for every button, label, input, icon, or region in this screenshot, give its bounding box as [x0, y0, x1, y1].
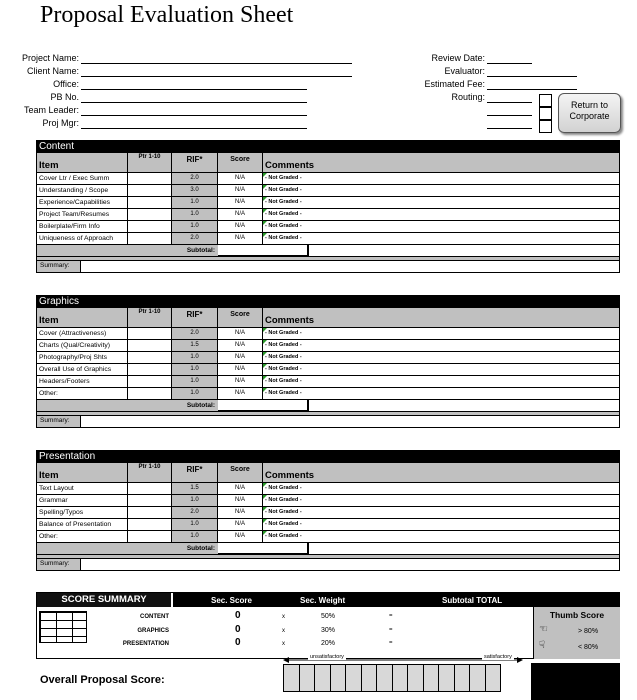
section-title: Content: [37, 141, 619, 153]
meter-segment: [314, 664, 331, 692]
project-name-field[interactable]: [81, 53, 352, 64]
summary-input[interactable]: [81, 416, 619, 427]
ptr-input[interactable]: [128, 531, 172, 542]
row-score: N/A: [218, 519, 263, 530]
thumb-down-threshold: < 80%: [578, 644, 599, 651]
row-rif: 1.0: [172, 352, 218, 363]
table-row: [37, 507, 619, 519]
equals-sign: =: [389, 613, 393, 619]
row-item: Experience/Capabilities: [37, 197, 128, 208]
summary-row-score: 0: [235, 610, 241, 621]
equals-sign: =: [389, 627, 393, 633]
row-item: Boilerplate/Firm Info: [37, 221, 128, 232]
scale-left-label: unsatisfactory: [310, 654, 344, 660]
ptr-input[interactable]: [128, 376, 172, 387]
subtotal-row: [37, 400, 619, 412]
row-item: Project Team/Resumes: [37, 209, 128, 220]
table-row: [37, 495, 619, 507]
comment-input[interactable]: - Not Graded -: [263, 495, 619, 506]
ptr-input[interactable]: [128, 173, 172, 184]
table-row: [37, 352, 619, 364]
row-item: Understanding / Scope: [37, 185, 128, 196]
meter-segment: [345, 664, 362, 692]
row-rif: 3.0: [172, 185, 218, 196]
row-score: N/A: [218, 364, 263, 375]
ptr-input[interactable]: [128, 519, 172, 530]
summary-row-label: GRAPHICS: [137, 628, 169, 634]
table-row: [37, 197, 619, 209]
row-rif: 1.0: [172, 221, 218, 232]
col-header-ptr: Ptr 1-10: [128, 308, 172, 327]
comment-input[interactable]: - Not Graded -: [263, 233, 619, 244]
comment-input[interactable]: - Not Graded -: [263, 352, 619, 363]
table-row: [37, 340, 619, 352]
row-score: N/A: [218, 388, 263, 399]
summary-row-weight: 30%: [321, 627, 336, 634]
thumbs-up-icon: ☜: [539, 624, 548, 635]
comment-input[interactable]: - Not Graded -: [263, 185, 619, 196]
row-rif: 2.0: [172, 233, 218, 244]
row-rif: 1.0: [172, 519, 218, 530]
field-label-team-leader: Team Leader:: [23, 105, 79, 115]
comment-input[interactable]: - Not Graded -: [263, 173, 619, 184]
routing-checkbox-1[interactable]: [539, 94, 552, 107]
comment-input[interactable]: - Not Graded -: [263, 221, 619, 232]
subtotal-value: [218, 400, 309, 412]
col-header-item: Item: [37, 463, 128, 482]
sec-score-header: Sec. Score: [211, 596, 252, 605]
col-header-comments: Comments: [265, 470, 315, 481]
field-label-routing: Routing:: [451, 92, 485, 102]
client-name-field[interactable]: [81, 66, 352, 77]
ptr-input[interactable]: [128, 364, 172, 375]
row-rif: 1.0: [172, 376, 218, 387]
row-rif: 2.0: [172, 328, 218, 339]
row-item: Balance of Presentation: [37, 519, 128, 530]
estimated-fee-field[interactable]: [487, 79, 577, 90]
ptr-input[interactable]: [128, 328, 172, 339]
subtotal-row: [37, 245, 619, 257]
ptr-input[interactable]: [128, 233, 172, 244]
meter-segment: [438, 664, 455, 692]
summary-row-score: 0: [235, 637, 241, 648]
row-rif: 1.0: [172, 388, 218, 399]
meter-segment: [299, 664, 316, 692]
scale-right-label: satisfactory: [484, 654, 512, 660]
table-row: [37, 519, 619, 531]
summary-row-weight: 50%: [321, 613, 336, 620]
equals-sign: =: [389, 640, 393, 646]
pb-no-field[interactable]: [81, 92, 307, 103]
col-header-comments: Comments: [265, 160, 315, 171]
table-row: [37, 328, 619, 340]
table-row: [37, 376, 619, 388]
section-title: Graphics: [37, 296, 619, 308]
table-row: [37, 209, 619, 221]
col-header-item: Item: [37, 153, 128, 172]
subtotal-row: [37, 543, 619, 555]
field-label-pb-no: PB No.: [50, 92, 79, 102]
summary-row-label: PRESENTATION: [122, 641, 169, 647]
row-item: Cover Ltr / Exec Summ: [37, 173, 128, 184]
summary-label: Summary:: [37, 559, 81, 570]
office-field[interactable]: [81, 79, 307, 90]
overall-score-label: Overall Proposal Score:: [40, 674, 165, 686]
table-row: [37, 185, 619, 197]
presentation-section: [36, 450, 620, 571]
score-summary-title: SCORE SUMMARY: [37, 593, 173, 607]
field-label-client-name: Client Name:: [26, 66, 79, 76]
row-rif: 2.0: [172, 507, 218, 518]
subtotal-label: Subtotal:: [186, 247, 215, 254]
col-header-ptr: Ptr 1-10: [128, 463, 172, 482]
comment-input[interactable]: - Not Graded -: [263, 531, 619, 542]
col-header-rif: RIF*: [172, 153, 218, 172]
meter-segment: [407, 664, 424, 692]
row-item: Uniqueness of Approach: [37, 233, 128, 244]
row-rif: 1.0: [172, 364, 218, 375]
table-row: [37, 531, 619, 543]
row-item: Headers/Footers: [37, 376, 128, 387]
meter-segment: [361, 664, 378, 692]
summary-label: Summary:: [37, 416, 81, 427]
col-header-rif: RIF*: [172, 463, 218, 482]
row-item: Other:: [37, 531, 128, 542]
summary-label: Summary:: [37, 261, 81, 272]
row-item: Spelling/Typos: [37, 507, 128, 518]
routing-field-3[interactable]: [487, 118, 532, 129]
meter-segment: [283, 664, 300, 692]
table-row: [37, 221, 619, 233]
row-rif: 1.0: [172, 197, 218, 208]
meter-segment: [376, 664, 393, 692]
subtotal-spacer: [309, 400, 619, 411]
routing-field-1[interactable]: [487, 92, 532, 103]
table-header: [37, 153, 619, 173]
review-date-field[interactable]: [487, 53, 532, 64]
summary-row-label: CONTENT: [140, 614, 169, 620]
row-score: N/A: [218, 376, 263, 387]
comment-input[interactable]: - Not Graded -: [263, 328, 619, 339]
row-item: Text Layout: [37, 483, 128, 494]
thumb-score-title: Thumb Score: [549, 610, 605, 620]
row-item: Other:: [37, 388, 128, 399]
summary-row: [37, 261, 619, 272]
multiply-sign: x: [282, 628, 285, 634]
sec-weight-header: Sec. Weight: [300, 596, 346, 605]
ptr-input[interactable]: [128, 388, 172, 399]
comment-input[interactable]: - Not Graded -: [263, 388, 619, 399]
section-title: Presentation: [37, 451, 619, 463]
routing-field-2[interactable]: [487, 105, 532, 116]
comment-input[interactable]: - Not Graded -: [263, 483, 619, 494]
table-header: [37, 308, 619, 328]
row-item: Overall Use of Graphics: [37, 364, 128, 375]
subtotal-label: Subtotal:: [186, 545, 215, 552]
table-row: [37, 173, 619, 185]
row-score: N/A: [218, 328, 263, 339]
ptr-input[interactable]: [128, 340, 172, 351]
col-header-rif: RIF*: [172, 308, 218, 327]
multiply-sign: x: [282, 641, 285, 647]
row-rif: 1.0: [172, 209, 218, 220]
summary-row: [37, 416, 619, 427]
field-label-review-date: Review Date:: [431, 53, 485, 63]
row-item: Charts (Qual/Creativity): [37, 340, 128, 351]
ptr-input[interactable]: [128, 495, 172, 506]
ptr-input[interactable]: [128, 221, 172, 232]
col-header-item: Item: [37, 308, 128, 327]
summary-row: [37, 559, 619, 570]
subtotal-total-header: Subtotal TOTAL: [442, 596, 503, 605]
comment-input[interactable]: - Not Graded -: [263, 519, 619, 530]
row-item: Cover (Attractiveness): [37, 328, 128, 339]
row-score: N/A: [218, 185, 263, 196]
subtotal-value: [218, 245, 309, 257]
meter-segment: [423, 664, 440, 692]
subtotal-label: Subtotal:: [186, 402, 215, 409]
table-row: [37, 364, 619, 376]
graphics-section: [36, 295, 620, 428]
summary-row-score: 0: [235, 624, 241, 635]
routing-checkbox-3[interactable]: [539, 120, 552, 133]
multiply-sign: x: [282, 614, 285, 620]
table-row: [37, 233, 619, 245]
content-section: [36, 140, 620, 273]
return-to-corporate-button[interactable]: Return to Corporate: [558, 93, 621, 133]
ptr-input[interactable]: [128, 352, 172, 363]
field-label-office: Office:: [53, 79, 79, 89]
col-header-score: Score: [218, 153, 263, 172]
score-summary: [36, 592, 620, 659]
meter-segment: [330, 664, 347, 692]
field-label-project-name: Project Name:: [21, 53, 79, 63]
row-rif: 1.5: [172, 340, 218, 351]
summary-input[interactable]: [81, 261, 619, 272]
row-rif: 1.0: [172, 495, 218, 506]
meter-segment: [485, 664, 502, 692]
col-header-score: Score: [218, 308, 263, 327]
subtotal-value: [218, 543, 309, 555]
summary-row-weight: 20%: [321, 640, 336, 647]
evaluator-field[interactable]: [487, 66, 577, 77]
spreadsheet-icon: [39, 611, 87, 643]
table-row: [37, 388, 619, 400]
col-header-score: Score: [218, 463, 263, 482]
comment-input[interactable]: - Not Graded -: [263, 507, 619, 518]
row-rif: 1.5: [172, 483, 218, 494]
proj-mgr-field[interactable]: [81, 118, 307, 129]
ptr-input[interactable]: [128, 507, 172, 518]
summary-input[interactable]: [81, 559, 619, 570]
thumbs-down-icon: ☟: [539, 640, 546, 651]
ptr-input[interactable]: [128, 197, 172, 208]
comment-input[interactable]: - Not Graded -: [263, 209, 619, 220]
meter-segment: [469, 664, 486, 692]
row-rif: 1.0: [172, 531, 218, 542]
field-label-evaluator: Evaluator:: [444, 66, 485, 76]
team-leader-field[interactable]: [81, 105, 307, 116]
subtotal-spacer: [309, 543, 619, 554]
thumb-up-threshold: > 80%: [578, 628, 599, 635]
ptr-input[interactable]: [128, 483, 172, 494]
row-score: N/A: [218, 483, 263, 494]
row-item: Grammar: [37, 495, 128, 506]
ptr-input[interactable]: [128, 185, 172, 196]
routing-checkbox-2[interactable]: [539, 107, 552, 120]
subtotal-spacer: [309, 245, 619, 256]
row-score: N/A: [218, 340, 263, 351]
row-score: N/A: [218, 507, 263, 518]
row-item: Photography/Proj Shts: [37, 352, 128, 363]
row-score: N/A: [218, 197, 263, 208]
row-score: N/A: [218, 531, 263, 542]
overall-score-display: [531, 663, 620, 700]
row-score: N/A: [218, 495, 263, 506]
table-header: [37, 463, 619, 483]
col-header-comments: Comments: [265, 315, 315, 326]
row-rif: 2.0: [172, 173, 218, 184]
col-header-ptr: Ptr 1-10: [128, 153, 172, 172]
comment-input[interactable]: - Not Graded -: [263, 376, 619, 387]
field-label-estimated-fee: Estimated Fee:: [424, 79, 485, 89]
comment-input[interactable]: - Not Graded -: [263, 364, 619, 375]
row-score: N/A: [218, 173, 263, 184]
table-row: [37, 483, 619, 495]
ptr-input[interactable]: [128, 209, 172, 220]
meter-segment: [454, 664, 471, 692]
row-score: N/A: [218, 352, 263, 363]
meter-segment: [392, 664, 409, 692]
page-title: Proposal Evaluation Sheet: [40, 2, 294, 28]
comment-input[interactable]: - Not Graded -: [263, 197, 619, 208]
thumb-score-panel: [533, 607, 620, 659]
row-score: N/A: [218, 233, 263, 244]
comment-input[interactable]: - Not Graded -: [263, 340, 619, 351]
field-label-proj-mgr: Proj Mgr:: [42, 118, 79, 128]
row-score: N/A: [218, 209, 263, 220]
score-meter: [283, 664, 500, 692]
row-score: N/A: [218, 221, 263, 232]
